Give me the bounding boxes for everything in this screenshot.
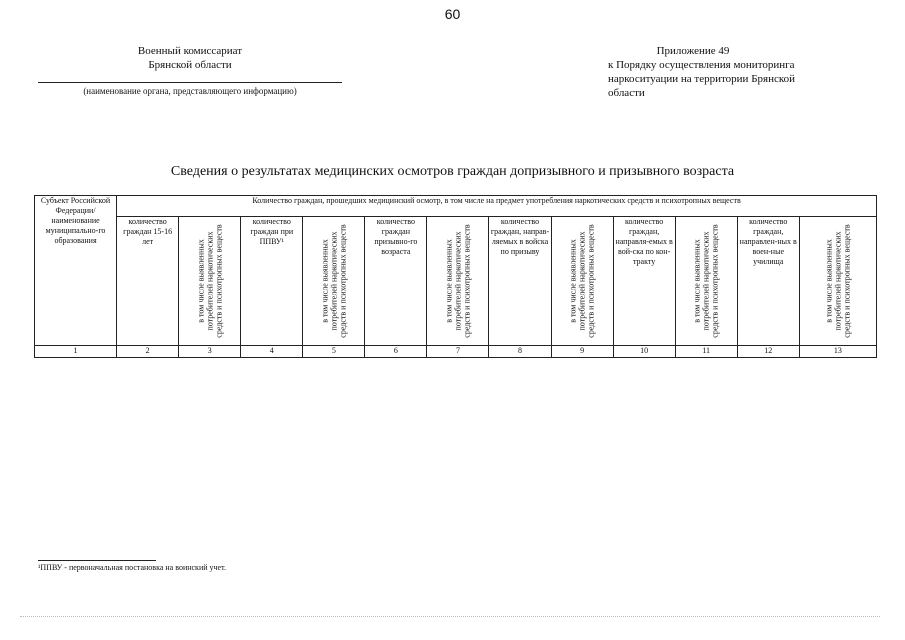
column-header-3-text: в том числе выявленных потребителей наркотических средств и психотропных веществ [196,224,224,338]
column-header-10: количество граждан, направля-емых в вой-ска по кон-тракту [613,217,675,346]
column-number: 10 [613,346,675,358]
column-header-11-text: в том числе выявленных потребителей наркотических средств и психотропных веществ [692,224,720,338]
column-header-5-text: в том числе выявленных потребителей наркотических средств и психотропных веществ [320,224,348,338]
column-header-2: количество граждан 15-16 лет [117,217,179,346]
column-header-3 [179,217,241,346]
document-title: Сведения о результатах медицинских осмотров граждан допризывного и призывного возраста [170,164,735,179]
column-number: 9 [551,346,613,358]
column-number: 2 [117,346,179,358]
scan-edge-dots [20,616,880,617]
column-header-13-text: в том числе выявленных потребителей наркотических средств и психотропных веществ [824,224,852,338]
page-number: 60 [444,6,461,22]
column-number: 13 [799,346,876,358]
column-number: 8 [489,346,551,358]
column-header-12: количество граждан, направлен-ных в воен-ные училища [737,217,799,346]
footnote-rule [38,560,156,561]
column-header-9 [551,217,613,346]
column-header-9-text: в том числе выявленных потребителей наркотических средств и психотропных веществ [568,224,596,338]
group-header: Количество граждан, прошедших медицинский осмотр, в том числе на предмет употребления наркотических средств и психотропных веществ [117,196,877,217]
organization-line-2: Брянской области [148,59,232,71]
column-number: 6 [365,346,427,358]
footnote: ¹ППВУ - первоначальная постановка на воинский учет. [38,563,226,572]
column-number: 3 [179,346,241,358]
column-header-6: количество граждан призывно-го возраста [365,217,427,346]
appendix-header [608,44,848,100]
organization-line-1: Военный комиссариат [137,45,243,57]
column-number: 11 [675,346,737,358]
column-header-8: количество граждан, направ-ляемых в войска по призыву [489,217,551,346]
column-number: 12 [737,346,799,358]
column-header-13 [799,217,876,346]
subject-header: Субъект Российской Федерации/ наименование муниципально-го образования [35,196,117,346]
appendix-number: Приложение 49 [656,45,730,57]
column-number: 7 [427,346,489,358]
column-header-11 [675,217,737,346]
organization-caption: (наименование органа, представляющего информацию) [83,86,297,96]
column-number: 5 [303,346,365,358]
column-number: 4 [241,346,303,358]
appendix-line-4: области [608,87,645,99]
appendix-line-3: наркоситуации на территории Брянской [608,73,796,85]
column-number: 1 [35,346,117,358]
report-table [34,195,877,358]
column-header-5 [303,217,365,346]
column-header-7 [427,217,489,346]
column-header-4: количество граждан при ППВУ¹ [241,217,303,346]
column-header-7-text: в том числе выявленных потребителей наркотических средств и психотропных веществ [444,224,472,338]
organization-header [100,44,280,72]
appendix-line-2: к Порядку осуществления мониторинга [608,59,795,71]
organization-underline [38,82,342,83]
